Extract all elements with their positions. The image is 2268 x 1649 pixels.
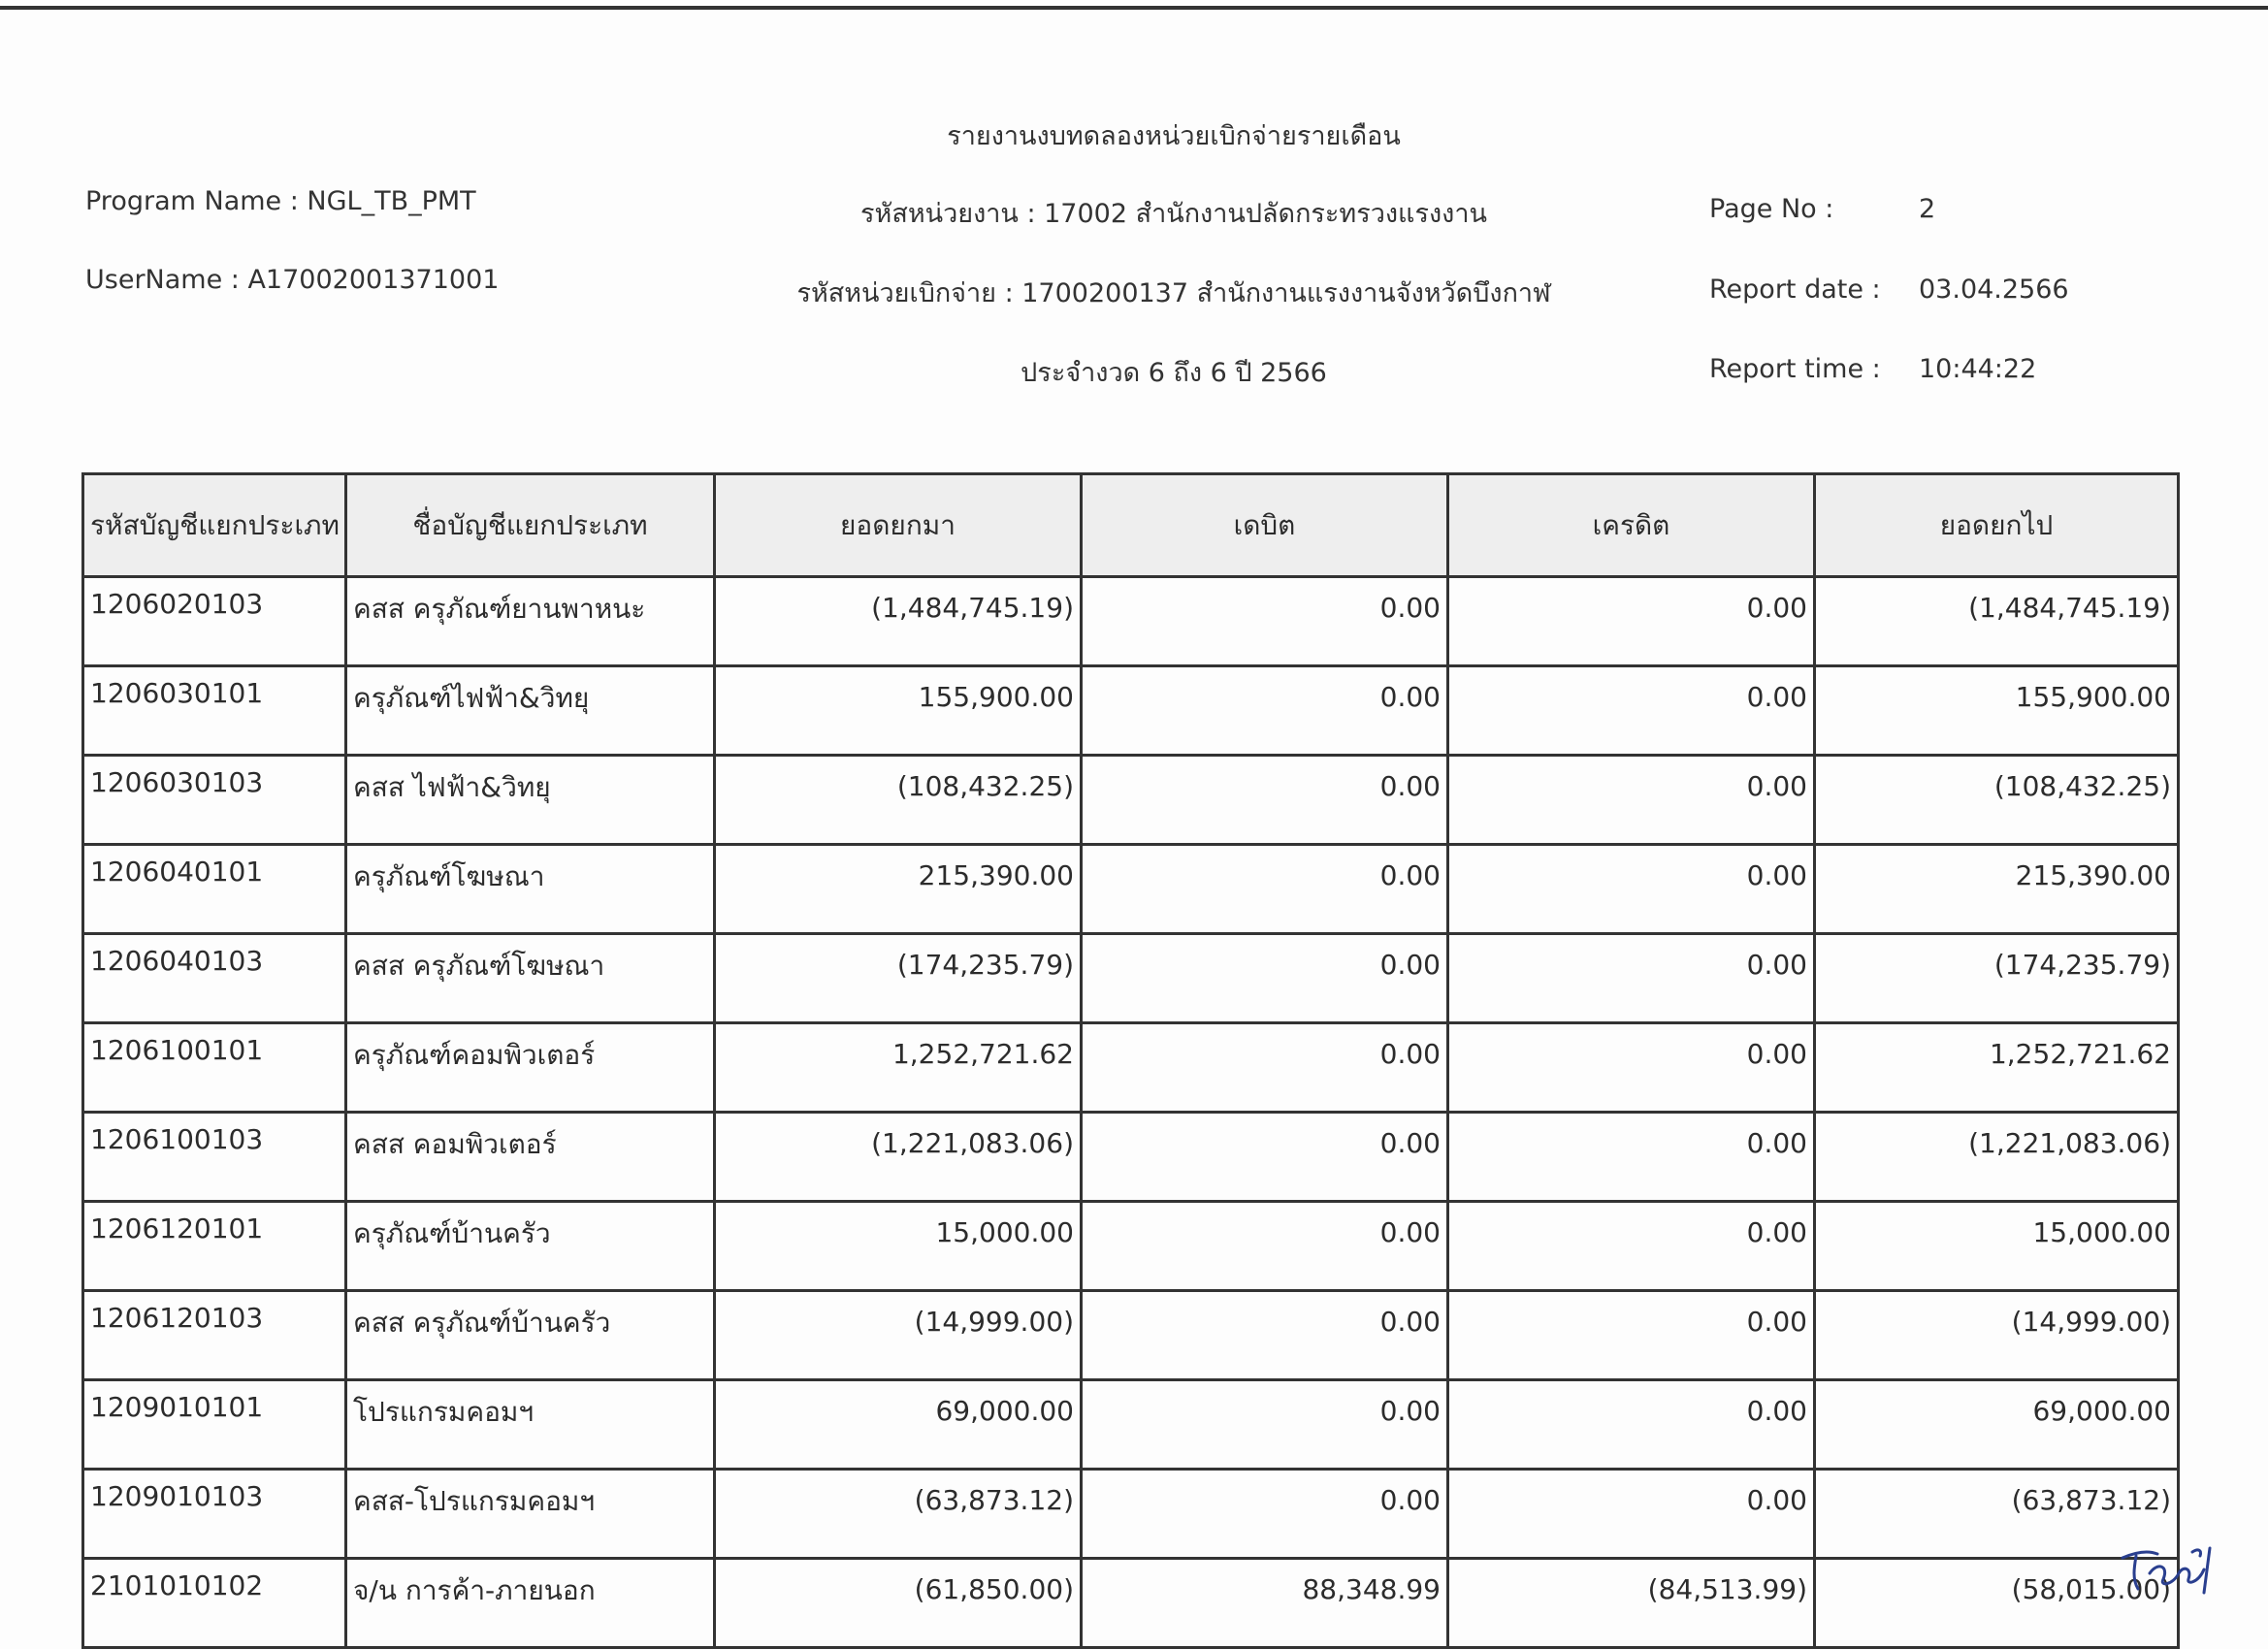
cell-carried-forward: 155,900.00 xyxy=(1815,666,2179,756)
cell-brought-forward: (1,221,083.06) xyxy=(715,1113,1082,1202)
cell-debit: 0.00 xyxy=(1082,1470,1448,1559)
cell-carried-forward: (174,235.79) xyxy=(1815,934,2179,1023)
cell-carried-forward: 15,000.00 xyxy=(1815,1202,2179,1291)
cell-debit: 88,348.99 xyxy=(1082,1559,1448,1648)
cell-credit: 0.00 xyxy=(1448,1202,1815,1291)
cell-credit: 0.00 xyxy=(1448,934,1815,1023)
cell-brought-forward: (108,432.25) xyxy=(715,756,1082,845)
cell-carried-forward: 1,252,721.62 xyxy=(1815,1023,2179,1113)
table-row xyxy=(83,577,2179,666)
cell-carried-forward: (108,432.25) xyxy=(1815,756,2179,845)
cell-account-name: คสส ครุภัณฑ์ยานพาหนะ xyxy=(346,577,715,666)
column-header-brought-forward: ยอดยกมา xyxy=(715,474,1082,577)
cell-credit: 0.00 xyxy=(1448,1291,1815,1380)
cell-account-code: 1206100103 xyxy=(83,1113,346,1202)
cell-account-name: ครุภัณฑ์โฆษณา xyxy=(346,845,715,934)
cell-account-code: 1206100101 xyxy=(83,1023,346,1113)
cell-brought-forward: (14,999.00) xyxy=(715,1291,1082,1380)
cell-account-name: จ/น การค้า-ภายนอก xyxy=(346,1559,715,1648)
table-row xyxy=(83,756,2179,845)
cell-carried-forward: (58,015.00) xyxy=(1815,1559,2179,1648)
table-row xyxy=(83,1113,2179,1202)
cell-account-code: 1206020103 xyxy=(83,577,346,666)
cell-account-code: 1206040103 xyxy=(83,934,346,1023)
cell-credit: 0.00 xyxy=(1448,1470,1815,1559)
cell-brought-forward: 1,252,721.62 xyxy=(715,1023,1082,1113)
cell-credit: 0.00 xyxy=(1448,1023,1815,1113)
cell-brought-forward: 215,390.00 xyxy=(715,845,1082,934)
report-date-value: 03.04.2566 xyxy=(1919,275,2069,305)
cell-debit: 0.00 xyxy=(1082,845,1448,934)
cell-account-name: คสส-โปรแกรมคอมฯ xyxy=(346,1470,715,1559)
cell-debit: 0.00 xyxy=(1082,1023,1448,1113)
cell-account-name: คสส คอมพิวเตอร์ xyxy=(346,1113,715,1202)
report-date-label: Report date : xyxy=(1709,275,1881,305)
cell-account-name: โปรแกรมคอมฯ xyxy=(346,1380,715,1470)
cell-account-code: 1209010103 xyxy=(83,1470,346,1559)
cell-carried-forward: (1,484,745.19) xyxy=(1815,577,2179,666)
cell-credit: (84,513.99) xyxy=(1448,1559,1815,1648)
table-row xyxy=(83,845,2179,934)
cell-carried-forward: (63,873.12) xyxy=(1815,1470,2179,1559)
table-row xyxy=(83,1023,2179,1113)
cell-carried-forward: 69,000.00 xyxy=(1815,1380,2179,1470)
cell-account-name: ครุภัณฑ์คอมพิวเตอร์ xyxy=(346,1023,715,1113)
handwritten-signature xyxy=(2115,1540,2221,1599)
cell-brought-forward: (61,850.00) xyxy=(715,1559,1082,1648)
cell-account-code: 1206030103 xyxy=(83,756,346,845)
cell-account-code: 2101010102 xyxy=(83,1559,346,1648)
cell-credit: 0.00 xyxy=(1448,1380,1815,1470)
page-no-label: Page No : xyxy=(1709,194,1834,224)
cell-debit: 0.00 xyxy=(1082,756,1448,845)
cell-brought-forward: 69,000.00 xyxy=(715,1380,1082,1470)
page-no-value: 2 xyxy=(1919,194,1936,224)
top-border-line xyxy=(0,6,2268,10)
table-row xyxy=(83,934,2179,1023)
report-time-label: Report time : xyxy=(1709,354,1881,384)
table-row xyxy=(83,1559,2179,1648)
agency-line: รหัสหน่วยงาน : 17002 สำนักงานปลัดกระทรวงแรงงาน xyxy=(860,199,1487,229)
cell-credit: 0.00 xyxy=(1448,845,1815,934)
table-header-row xyxy=(83,474,2179,577)
cell-credit: 0.00 xyxy=(1448,1113,1815,1202)
report-time-value: 10:44:22 xyxy=(1919,354,2037,384)
cell-brought-forward: (63,873.12) xyxy=(715,1470,1082,1559)
cell-debit: 0.00 xyxy=(1082,1113,1448,1202)
cell-account-code: 1206040101 xyxy=(83,845,346,934)
cell-account-code: 1209010101 xyxy=(83,1380,346,1470)
cell-account-code: 1206120103 xyxy=(83,1291,346,1380)
cell-debit: 0.00 xyxy=(1082,666,1448,756)
report-title: รายงานงบทดลองหน่วยเบิกจ่ายรายเดือน xyxy=(947,121,1401,151)
table-row xyxy=(83,666,2179,756)
cell-brought-forward: 15,000.00 xyxy=(715,1202,1082,1291)
user-name: UserName : A17002001371001 xyxy=(85,265,500,295)
column-header-account-name: ชื่อบัญชีแยกประเภท xyxy=(346,474,715,577)
table-row xyxy=(83,1291,2179,1380)
cell-account-name: คสส ไฟฟ้า&วิทยุ xyxy=(346,756,715,845)
table-row xyxy=(83,1470,2179,1559)
column-header-credit: เครดิต xyxy=(1448,474,1815,577)
table-row xyxy=(83,1202,2179,1291)
program-name: Program Name : NGL_TB_PMT xyxy=(85,186,476,216)
cell-brought-forward: 155,900.00 xyxy=(715,666,1082,756)
trial-balance-table xyxy=(81,472,2180,1649)
cell-brought-forward: (174,235.79) xyxy=(715,934,1082,1023)
cell-carried-forward: (1,221,083.06) xyxy=(1815,1113,2179,1202)
cell-account-name: คสส ครุภัณฑ์โฆษณา xyxy=(346,934,715,1023)
cell-carried-forward: 215,390.00 xyxy=(1815,845,2179,934)
cell-credit: 0.00 xyxy=(1448,666,1815,756)
column-header-debit: เดบิต xyxy=(1082,474,1448,577)
cell-credit: 0.00 xyxy=(1448,577,1815,666)
cell-account-name: ครุภัณฑ์บ้านครัว xyxy=(346,1202,715,1291)
disbursement-unit-line: รหัสหน่วยเบิกจ่าย : 1700200137 สำนักงานแรงงานจังหวัดบึงกาฬ xyxy=(796,278,1551,308)
period-line: ประจำงวด 6 ถึง 6 ปี 2566 xyxy=(1021,358,1327,388)
column-header-carried-forward: ยอดยกไป xyxy=(1815,474,2179,577)
cell-carried-forward: (14,999.00) xyxy=(1815,1291,2179,1380)
cell-brought-forward: (1,484,745.19) xyxy=(715,577,1082,666)
cell-debit: 0.00 xyxy=(1082,934,1448,1023)
cell-debit: 0.00 xyxy=(1082,1380,1448,1470)
table-row xyxy=(83,1380,2179,1470)
cell-account-code: 1206120101 xyxy=(83,1202,346,1291)
column-header-account-code: รหัสบัญชีแยกประเภท xyxy=(83,474,346,577)
cell-credit: 0.00 xyxy=(1448,756,1815,845)
cell-debit: 0.00 xyxy=(1082,1202,1448,1291)
cell-account-code: 1206030101 xyxy=(83,666,346,756)
cell-debit: 0.00 xyxy=(1082,577,1448,666)
cell-account-name: ครุภัณฑ์ไฟฟ้า&วิทยุ xyxy=(346,666,715,756)
cell-account-name: คสส ครุภัณฑ์บ้านครัว xyxy=(346,1291,715,1380)
cell-debit: 0.00 xyxy=(1082,1291,1448,1380)
